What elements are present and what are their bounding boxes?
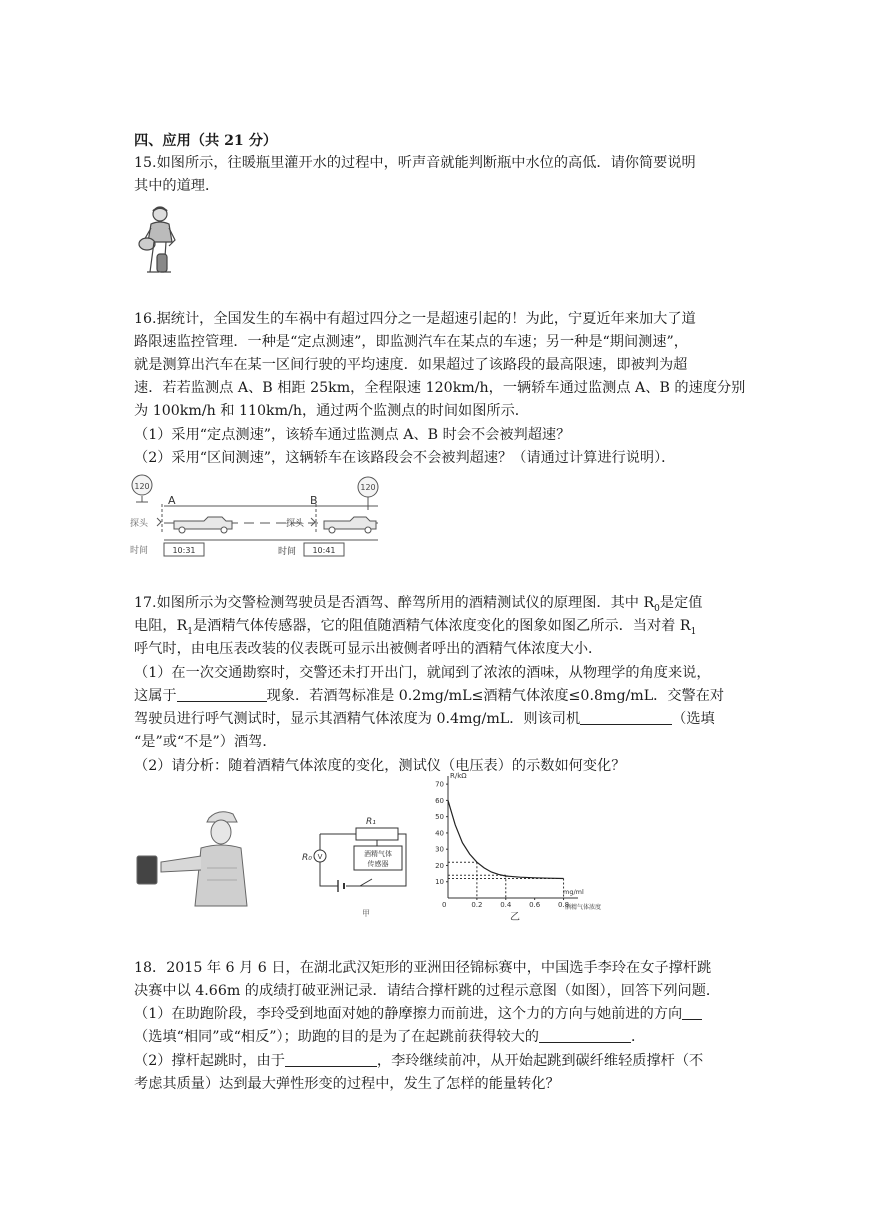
x-tick-label: 0.6 (529, 901, 541, 909)
q16-line-4: 速．若若监测点 A、B 相距 25km，全程限速 120km/h，一辆轿车通过监测点 A、B 的速度分别 (134, 380, 746, 396)
q16-line-5: 为 100km/h 和 110km/h，通过两个监测点的时间如图所示． (134, 403, 529, 419)
y-tick-label: 30 (435, 845, 444, 854)
q15-line-2: 其中的道理． (134, 178, 220, 194)
chart-caption: 乙 (510, 912, 520, 923)
section-title: 四、应用（共 21 分） (134, 133, 278, 149)
time-b-value: 10:41 (312, 546, 336, 555)
sign-b-label: 120 (360, 483, 376, 492)
r0-label: R₀ (302, 853, 312, 863)
x-axis-title: 酒精气体浓度 (565, 904, 602, 911)
answer-blank-drunk[interactable] (580, 710, 672, 725)
q18-line-6: 考虑其质量）达到最大弹性形变的过程中，发生了怎样的能量转化？ (134, 1076, 560, 1092)
q17-line-1: 17.如图所示为交警检测驾驶员是否酒驾、醉驾所用的酒精测试仪的原理图．其中 $R_0$是定值 (134, 595, 703, 614)
q18-line-4: （选填“相同”或“相反”）；助跑的目的是为了在起跳前获得较大的 ． (134, 1029, 646, 1045)
q17-line-2: 电阻，$R_1$是酒精气体传感器，它的阻值随酒精气体浓度变化的图象如图乙所示．当对着 $R_1$ (134, 618, 697, 637)
speed-check-figure (128, 474, 390, 564)
y-axis-label: R/kΩ (450, 772, 467, 780)
q17-line-3: 呼气时，由电压表改装的仪表既可显示出被侧者呼出的酒精气体浓度大小． (134, 641, 603, 657)
q15-line-1: 15.如图所示，往暖瓶里灌开水的过程中，听声音就能判断瓶中水位的高低．请你简要说明 (134, 155, 696, 171)
sensor-label-1: 酒精气体 (364, 850, 392, 858)
police-photo (135, 808, 271, 906)
q16-line-6: （1）采用“定点测速”，该轿车通过监测点 A、B 时会不会被判超速？ (134, 427, 571, 443)
q16-line-1: 16.据统计，全国发生的车祸中有超过四分之一是超速引起的！为此，宁夏近年来加大了道 (134, 311, 696, 327)
x-tick-label: 0.8 (557, 901, 570, 909)
probe-a-label: 探头 (130, 519, 149, 529)
q18-line-5: （2）撑杆起跳时，由于 ，李玲继续前冲，从开始起跳到碳纤维轻质撑杆（不 (134, 1053, 704, 1069)
q17-line-7: “是”或“不是”）酒驾． (134, 734, 277, 750)
circuit-caption: 甲 (362, 909, 370, 918)
sensor-label-2: 传感器 (367, 860, 389, 868)
sign-a-label: 120 (134, 482, 150, 491)
y-tick-label: 60 (435, 796, 444, 805)
resistance-concentration-chart (428, 770, 602, 923)
point-a-label: A (168, 494, 176, 507)
voltmeter-label: V (317, 853, 323, 861)
circuit-diagram (300, 808, 414, 920)
resistor-r1 (356, 828, 398, 840)
probe-b-label: 探头 (286, 519, 305, 529)
answer-blank-direction[interactable] (682, 1005, 702, 1020)
q18-line-3: （1）在助跑阶段，李玲受到地面对她的静摩擦力而前进，这个力的方向与她前进的方向 (134, 1004, 702, 1024)
police-vest (195, 845, 247, 906)
time-label-a: 时间 (130, 546, 149, 556)
y-tick-label: 50 (435, 813, 444, 822)
q16-line-2: 路限速监控管理．一种是“定点测速”，即监测汽车在某点的车速；另一种是“期间测速”， (134, 334, 688, 350)
answer-blank-inertia[interactable] (285, 1052, 377, 1067)
time-label-b: 时间 (278, 547, 297, 557)
origin-label: 0 (442, 901, 447, 909)
x-tick-label: 0.2 (471, 901, 483, 909)
point-b-label: B (310, 494, 318, 507)
thermos-boy-figure (133, 204, 185, 276)
y-tick-label: 70 (435, 780, 444, 789)
r1-label: R₁ (366, 817, 376, 827)
answer-blank-phenomenon[interactable] (177, 687, 267, 702)
q16-line-7: （2）采用“区间测速”，这辆轿车在该路段会不会被判超速？（请通过计算进行说明）． (134, 450, 676, 466)
time-a-value: 10:31 (172, 546, 196, 555)
resistance-curve (448, 800, 564, 878)
breath-tester (137, 856, 157, 884)
x-tick-label: 0.4 (500, 901, 512, 909)
q17-line-6: 驾驶员进行呼气测试时，显示其酒精气体浓度为 0.4mg/mL．则该司机 （选填 (134, 711, 715, 727)
q17-line-8: （2）请分析：随着酒精气体浓度的变化，测试仪（电压表）的示数如何变化？ (134, 758, 626, 774)
y-tick-label: 40 (435, 829, 444, 838)
q17-line-5: 这属于 现象．若酒驾标准是 0.2mg/mL≤酒精气体浓度≤0.8mg/mL．交警在对 (134, 688, 725, 704)
q17-line-4: （1）在一次交通勘察时，交警还未打开出门，就闻到了浓浓的酒味，从物理学的角度来说， (134, 665, 711, 681)
q16-line-3: 就是测算出汽车在某一区间行驶的平均速度．如果超过了该路段的最高限速，即被判为超 (134, 357, 688, 373)
y-tick-label: 20 (435, 861, 444, 870)
answer-blank-energy[interactable] (539, 1028, 631, 1043)
q18-line-2: 决赛中以 4.66m 的成绩打破亚洲记录．请结合撑杆跳的过程示意图（如图），回答下列问题． (134, 983, 721, 999)
q18-line-1: 18．2015 年 6 月 6 日，在湖北武汉矩形的亚洲田径锦标赛中，中国选手李玲在女子撑杆跳 (134, 960, 712, 976)
x-axis-unit: mg/ml (563, 888, 584, 896)
switch (360, 879, 372, 886)
y-tick-label: 10 (435, 878, 444, 887)
